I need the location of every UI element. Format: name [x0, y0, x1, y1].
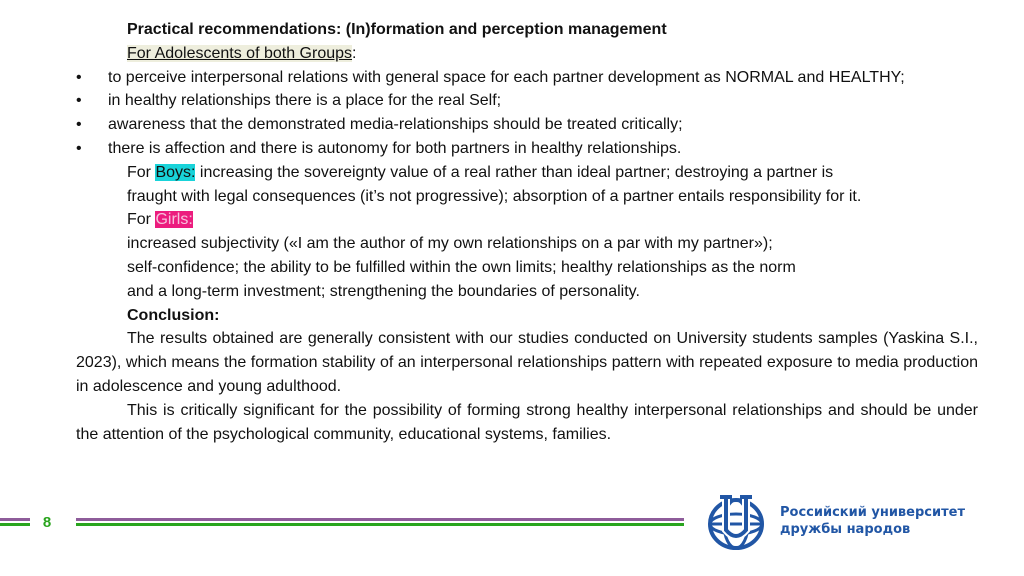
subheading-colon: : [352, 44, 357, 62]
boys-line-2: fraught with legal consequences (it’s not progressive); absorption of a partner entails responsibility for it. [127, 187, 862, 205]
boys-line-1 [76, 161, 978, 185]
university-name-line: дружбы народов [780, 522, 911, 537]
bullet-dot-icon: • [76, 116, 82, 134]
slide-content [76, 18, 978, 446]
girls-line: self-confidence; the ability to be fulfilled within the own limits; healthy relationships as the norm [127, 258, 796, 276]
girls-prefix: For [127, 211, 156, 229]
page-number: 8 [42, 514, 52, 531]
slide-heading: Practical recommendations: (In)formation and perception management [127, 21, 667, 38]
girls-line: increased subjectivity («I am the author of my own relationships on a par with my partner»); [127, 235, 773, 253]
bullet-text: in healthy relationships there is a place for the real Self; [108, 92, 502, 110]
boys-text: increasing the sovereignty value of a real rather than ideal partner; destroying a partner is [195, 163, 834, 181]
university-logo [706, 494, 986, 550]
boys-prefix: For [127, 163, 156, 181]
bullet-list [76, 66, 978, 161]
conclusion-paragraph: This is critically significant for the possibility of forming strong healthy interpersonal relationships and should be under the attention of the psychological community, educational systems, families. [76, 401, 978, 443]
subheading-label: For Adolescents of both Groups [127, 44, 353, 62]
conclusion-title: Conclusion: [127, 306, 220, 324]
bullet-dot-icon: • [76, 92, 82, 110]
bullet-item [76, 113, 978, 137]
bullet-item [76, 89, 978, 113]
girls-label: Girls: [155, 211, 193, 229]
bullet-item [76, 137, 978, 161]
bullet-dot-icon: • [76, 68, 82, 86]
conclusion-paragraph: The results obtained are generally consistent with our studies conducted on University students samples (Yaskina S.I., 2023), which means the formation stability of an interpersonal relationships pattern with repeated exposure to media production in adolescence and young adulthood. [76, 330, 978, 395]
university-name-line: Российский университет [780, 505, 965, 520]
bullet-text: there is affection and there is autonomy for both partners in healthy relationships. [108, 139, 682, 157]
footer-stripe-green [76, 523, 684, 526]
bullet-dot-icon: • [76, 139, 82, 157]
girls-line: and a long-term investment; strengthening the boundaries of personality. [127, 282, 640, 300]
footer-stripe-purple-left [0, 518, 30, 521]
boys-label: Boys: [155, 163, 196, 181]
footer-stripe-green-left [0, 523, 30, 526]
bullet-text: to perceive interpersonal relations with general space for each partner development as NORMAL and HEALTHY; [108, 68, 905, 86]
girls-heading [76, 208, 978, 232]
bullet-item [76, 66, 978, 90]
footer-stripe-purple [76, 518, 684, 521]
subheading [76, 42, 978, 66]
bullet-text: awareness that the demonstrated media-relationships should be treated critically; [108, 116, 683, 134]
globe-logo-icon [706, 494, 770, 550]
university-name [780, 504, 965, 538]
